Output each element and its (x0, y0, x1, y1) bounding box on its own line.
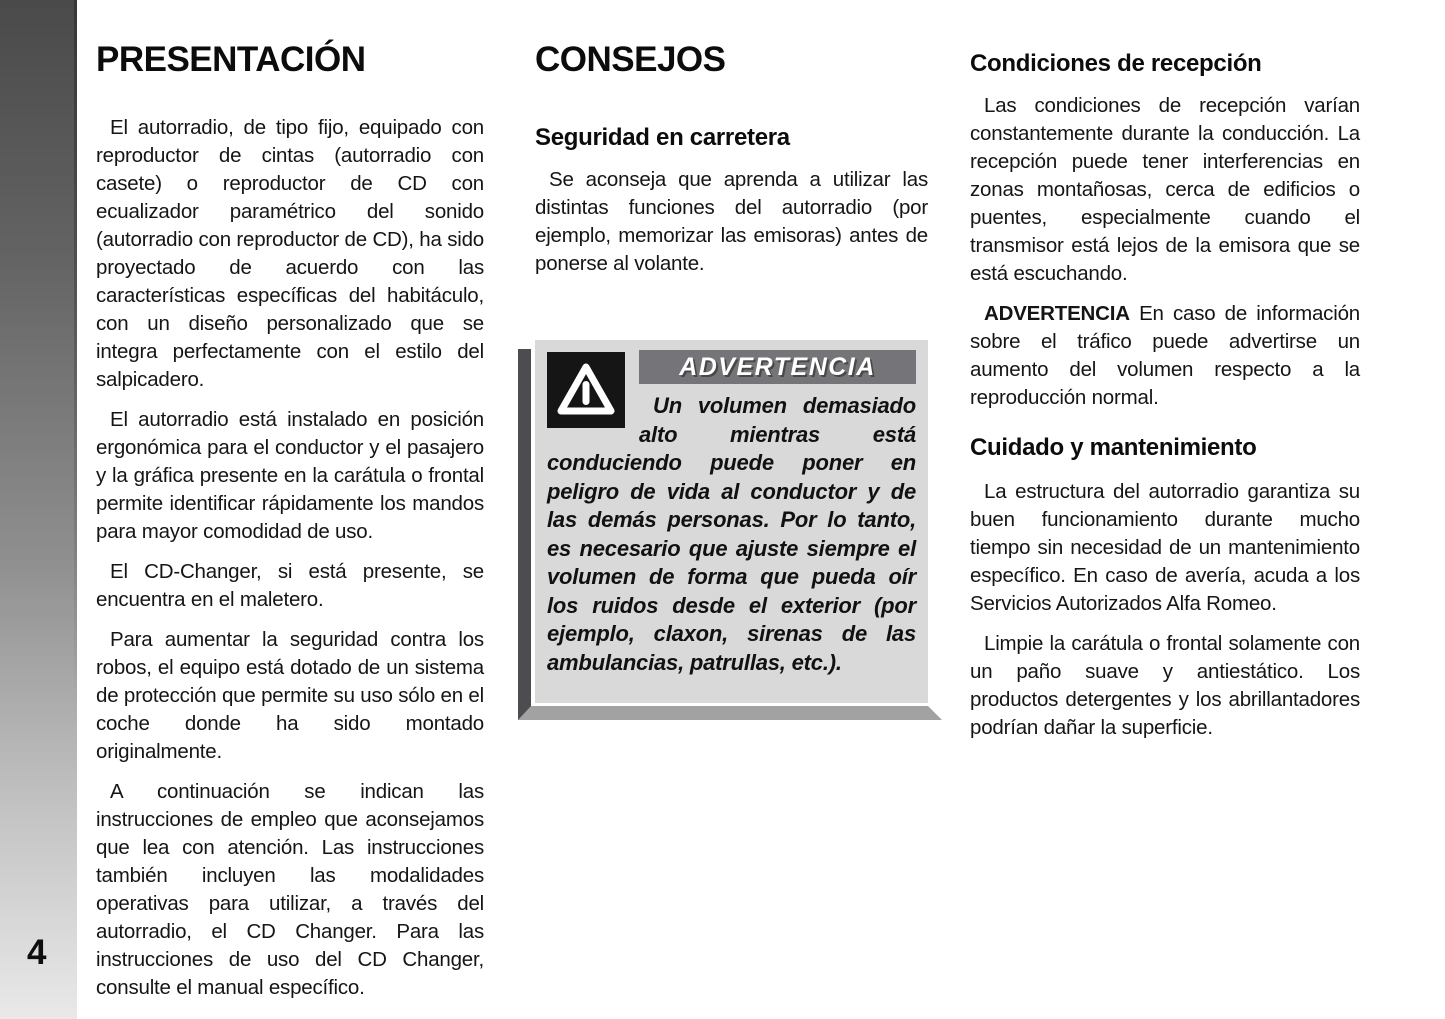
warning-triangle-icon (547, 352, 625, 428)
subheading-cuidado-y-mantenimiento: Cuidado y mantenimiento (970, 434, 1257, 461)
paragraph-presentacion-1: El autorradio, de tipo fijo, equipado con reproductor de cintas (autorradio con casete) o reproductor de CD con ecualizador paramétrico del sonido (autorradio con reproductor de CD), ha sido proyectado de acuerdo con las características específicas del habitáculo, con un diseño personalizado que se integra perfectamente con el estilo del salpicadero. (96, 116, 484, 391)
paragraph-presentacion-5: A continuación se indican las instrucciones de empleo que aconsejamos que lea con atención. Las instrucciones también incluyen las modalidades operativas para utilizar, a través del autorradio, el CD Changer. Para las instrucciones de uso del CD Changer, consulte el manual específico. (96, 780, 484, 999)
paragraph-mantenimiento-1: La estructura del autorradio garantiza su buen funcionamiento durante mucho tiempo sin necesidad de un mantenimiento específico. En caso de avería, acuda a los Servicios Autorizados Alfa Romeo. (970, 480, 1360, 615)
sidebar-gradient-bar (0, 0, 77, 1019)
section-title-presentacion: PRESENTACIÓN (96, 40, 366, 79)
column-presentacion (96, 40, 484, 1014)
warning-box (535, 340, 928, 703)
paragraph-mantenimiento-2: Limpie la carátula o frontal solamente con un paño suave y antiestático. Los productos detergentes y los abrillantadores podrían dañar la superficie. (970, 632, 1360, 739)
warning-box-text: Un volumen demasiado alto mientras está conduciendo puede poner en peligro de vida al conductor y de las demás personas. Por lo tanto, es necesario que ajuste siempre el volumen de forma que pueda oír los ruidos desde el exterior (por ejemplo, claxon, sirenas de las ambulancias, patrullas, etc.). (547, 393, 916, 675)
section-title-consejos: CONSEJOS (535, 40, 726, 79)
paragraph-presentacion-3: El CD-Changer, si está presente, se encuentra en el maletero. (96, 560, 484, 611)
advertencia-inline-text: En caso de información sobre el tráfico puede advertirse un aumento del volumen respecto a la reproducción normal. (970, 302, 1360, 409)
paragraph-seguridad: Se aconseja que aprenda a utilizar las distintas funciones del autorradio (por ejemplo, memorizar las emisoras) antes de ponerse al volante. (535, 168, 928, 275)
warning-box-title: ADVERTENCIA (639, 350, 916, 384)
subheading-seguridad-en-carretera: Seguridad en carretera (535, 124, 790, 151)
column-recepcion-mantenimiento (970, 50, 1360, 754)
subheading-condiciones-de-recepcion: Condiciones de recepción (970, 50, 1262, 77)
paragraph-advertencia-trafico (970, 300, 1360, 412)
page-number: 4 (27, 933, 46, 972)
advertencia-inline-label: ADVERTENCIA (984, 302, 1130, 325)
paragraph-presentacion-4: Para aumentar la seguridad contra los robos, el equipo está dotado de un sistema de protección que permite su uso sólo en el coche donde ha sido montado originalmente. (96, 628, 484, 763)
column-consejos (535, 40, 928, 703)
paragraph-recepcion: Las condiciones de recepción varían constantemente durante la conducción. La recepción puede tener interferencias en zonas montañosas, cerca de edificios o puentes, especialmente cuando el transmisor está lejos de la emisora que se está escuchando. (970, 94, 1360, 285)
paragraph-presentacion-2: El autorradio está instalado en posición ergonómica para el conductor y el pasajero y la gráfica presente en la carátula o frontal permite identificar rápidamente los mandos para mayor comodidad de uso. (96, 408, 484, 543)
